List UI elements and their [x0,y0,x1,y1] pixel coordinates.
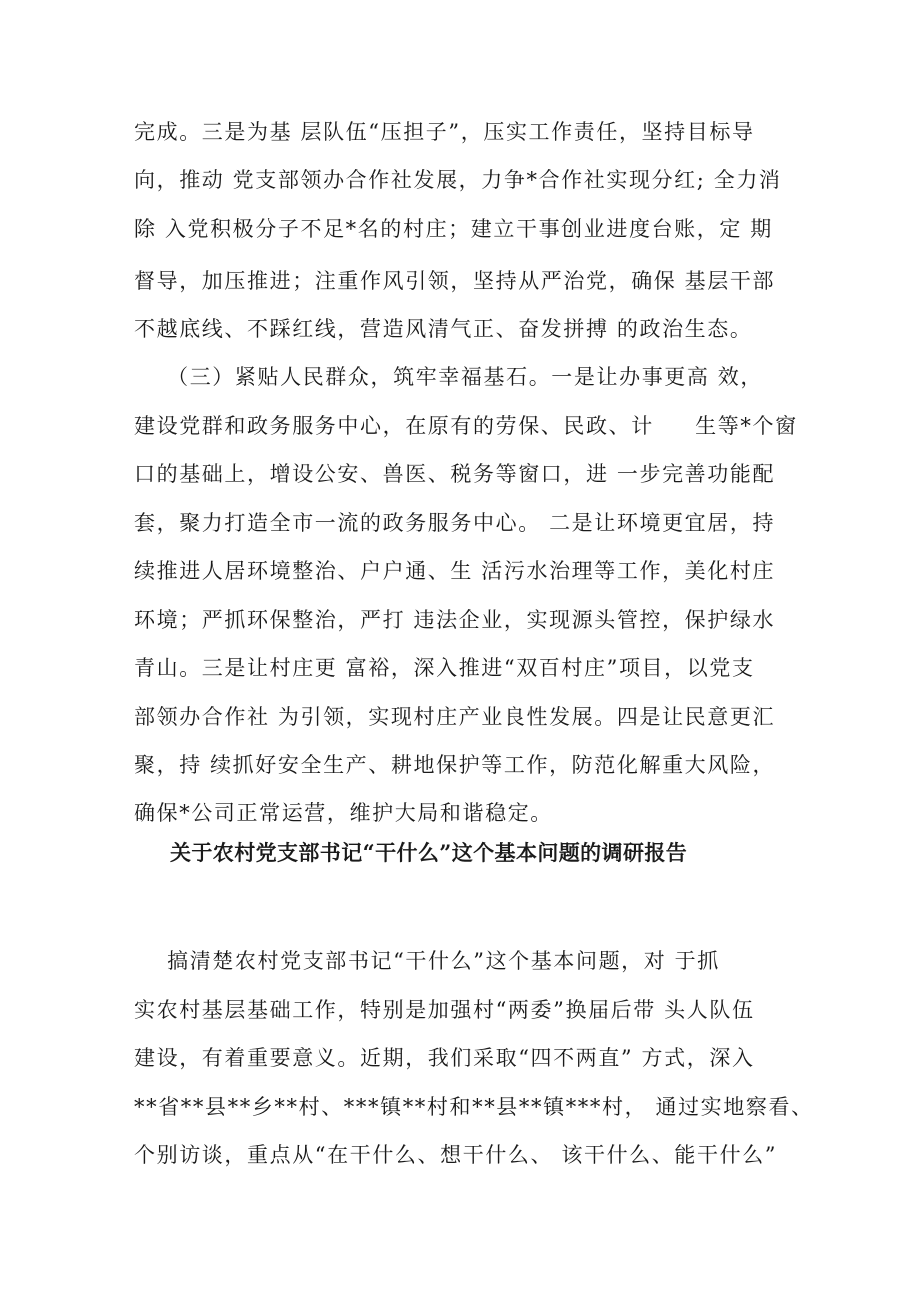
paragraph-line: 不越底线、不踩红线，营造风清气正、奋发拼搏 的政治生态。 [134,317,753,341]
paragraph-line: 聚，持 续抓好安全生产、耕地保护等工作，防范化解重大风险， [134,753,776,777]
report-title: 关于农村党支部书记“干什么”这个基本问题的调研报告 [170,840,688,865]
paragraph-line: 建设党群和政务服务中心，在原有的劳保、民政、计 生等*个窗 [134,414,798,438]
paragraph-line: 续推进人居环境整治、户户通、生 活污水治理等工作，美化村庄 [134,559,776,583]
paragraph-line: 向，推动 党支部领办合作社发展，力争*合作社实现分红; 全力消 [134,168,782,192]
paragraph-line: （三）紧贴人民群众，筑牢幸福基石。一是让办事更高 效， [134,365,763,389]
paragraph-line: 部领办合作社 为引领，实现村庄产业良性发展。四是让民意更汇 [134,705,776,729]
paragraph-line: 青山。三是让村庄更 富裕，深入推进“双百村庄”项目，以党支 [134,656,755,680]
paragraph-line: 除 入党积极分子不足*名的村庄；建立干事创业进度台账，定 期 [134,217,773,241]
paragraph-line: 搞清楚农村党支部书记“干什么”这个基本问题，对 于抓 [134,949,720,973]
paragraph-line: 督导，加压推进；注重作风引领，坚持从严治党，确保 基层干部 [134,269,776,293]
paragraph-line: 完成。三是为基 层队伍“压担子”，压实工作责任，坚持目标导 [134,120,755,144]
paragraph-line: 环境；严抓环保整治，严打 违法企业，实现源头管控，保护绿水 [134,608,776,632]
paragraph-line: 确保*公司正常运营，维护大局和谐稳定。 [134,801,553,825]
paragraph-line: 建设，有着重要意义。近期，我们采取“四不两直” 方式，深入 [134,1046,755,1070]
paragraph-line: 实农村基层基础工作，特别是加强村“两委”换届后带 头人队伍 [134,998,755,1022]
paragraph-line: **省**县**乡**村、***镇**村和**县**镇***村， 通过实地察看、 [134,1095,814,1119]
paragraph-line: 套，聚力打造全市一流的政务服务中心。 二是让环境更宜居，持 [134,511,776,535]
paragraph-line: 个别访谈，重点从“在干什么、想干什么、 该干什么、能干什么” [134,1143,778,1167]
paragraph-line: 口的基础上，增设公安、兽医、税务等窗口，进 一步完善功能配 [134,462,776,486]
